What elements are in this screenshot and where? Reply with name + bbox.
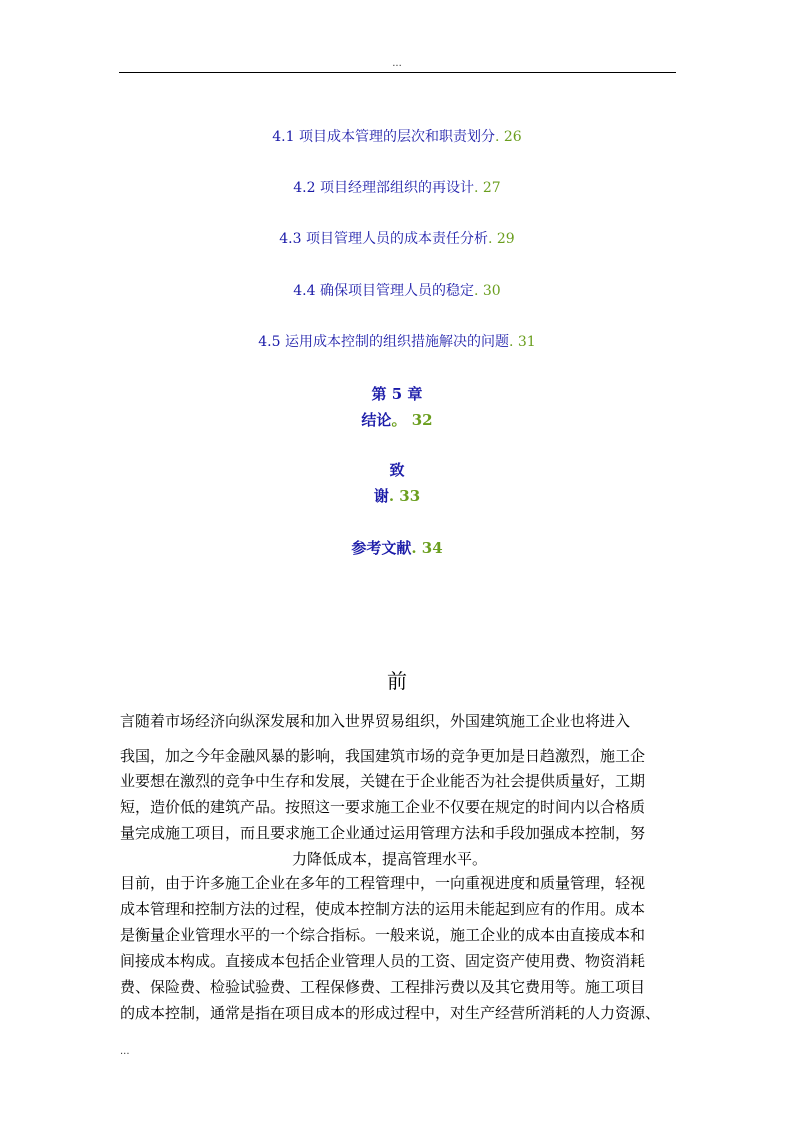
preface-line: 是衡量企业管理水平的一个综合指标。一般来说，施工企业的成本由直接成本和 xyxy=(120,926,646,944)
toc-entry-references[interactable] xyxy=(0,538,794,558)
toc-thanks-heading[interactable] xyxy=(0,460,794,480)
toc-page-number[interactable]: 34 xyxy=(421,539,443,557)
toc-thanks-heading-text[interactable]: 致 xyxy=(389,461,405,479)
toc-link-label[interactable]: 参考文献 xyxy=(351,539,412,557)
preface-line: 言随着市场经济向纵深发展和加入世界贸易组织，外国建筑施工企业也将进入 xyxy=(120,712,631,730)
toc-page-number[interactable]: 26 xyxy=(503,129,522,145)
toc-page-number[interactable]: 32 xyxy=(411,411,433,429)
toc-dot: . xyxy=(388,487,395,505)
toc-link-label[interactable]: 4.2 项目经理部组织的再设计 xyxy=(293,180,474,196)
toc-page-number[interactable]: 31 xyxy=(517,334,536,350)
header-mark: ... xyxy=(392,58,402,69)
toc-dot: . xyxy=(494,129,500,145)
toc-link-label[interactable]: 4.3 项目管理人员的成本责任分析 xyxy=(279,231,488,247)
toc-dot: . xyxy=(473,180,479,196)
toc-entry-4-1[interactable] xyxy=(0,128,794,146)
toc-entry-4-2[interactable] xyxy=(0,179,794,197)
toc-chapter5-heading-text[interactable]: 第 5 章 xyxy=(371,385,423,403)
toc-entry-conclusion[interactable] xyxy=(0,410,794,430)
preface-line: 费、保险费、检验试验费、工程保修费、工程排污费以及其它费用等。施工项目 xyxy=(120,978,646,996)
toc-entry-thanks[interactable] xyxy=(0,486,794,506)
toc-entry-4-4[interactable] xyxy=(0,282,794,300)
toc-entry-4-3[interactable] xyxy=(0,230,794,248)
toc-link-label[interactable]: 4.1 项目成本管理的层次和职责划分 xyxy=(272,129,495,145)
toc-dot: . xyxy=(508,334,514,350)
preface-line: 短，造价低的建筑产品。按照这一要求施工企业不仅要在规定的时间内以合格质 xyxy=(120,798,646,816)
header-rule xyxy=(119,72,676,73)
toc-dot: 。 xyxy=(391,411,407,429)
preface-line: 间接成本构成。直接成本包括企业管理人员的工资、固定资产使用费、物资消耗 xyxy=(120,952,646,970)
preface-line: 我国，加之今年金融风暴的影响，我国建筑市场的竞争更加是日趋激烈，施工企 xyxy=(120,747,646,765)
toc-link-label[interactable]: 4.5 运用成本控制的组织措施解决的问题 xyxy=(258,334,509,350)
toc-dot: . xyxy=(487,231,493,247)
toc-dot: . xyxy=(473,283,479,299)
toc-chapter5-heading[interactable] xyxy=(0,384,794,404)
toc-page-number[interactable]: 27 xyxy=(482,180,501,196)
preface-line: 量完成施工项目，而且要求施工企业通过运用管理方法和手段加强成本控制，努 xyxy=(120,824,646,842)
preface-line: 的成本控制，通常是指在项目成本的形成过程中，对生产经营所消耗的人力资源、 xyxy=(120,1004,661,1022)
toc-page-number[interactable]: 30 xyxy=(482,283,501,299)
toc-link-label[interactable]: 谢 xyxy=(373,487,389,505)
preface-title: 前 xyxy=(387,669,407,693)
toc-page-number[interactable]: 33 xyxy=(399,487,421,505)
preface-line: 业要想在激烈的竞争中生存和发展，关键在于企业能否为社会提供质量好，工期 xyxy=(120,772,646,790)
preface-line: 成本管理和控制方法的过程，使成本控制方法的运用未能起到应有的作用。成本 xyxy=(120,900,646,918)
toc-page-number[interactable]: 29 xyxy=(496,231,515,247)
preface-line: 力降低成本，提高管理水平。 xyxy=(292,850,488,868)
toc-dot: . xyxy=(411,539,417,557)
footer-mark: ... xyxy=(120,1046,130,1057)
toc-entry-4-5[interactable] xyxy=(0,333,794,351)
toc-link-label[interactable]: 4.4 确保项目管理人员的稳定 xyxy=(293,283,474,299)
preface-line: 目前，由于许多施工企业在多年的工程管理中，一向重视进度和质量管理，轻视 xyxy=(120,874,646,892)
toc-link-label[interactable]: 结论 xyxy=(361,411,392,429)
